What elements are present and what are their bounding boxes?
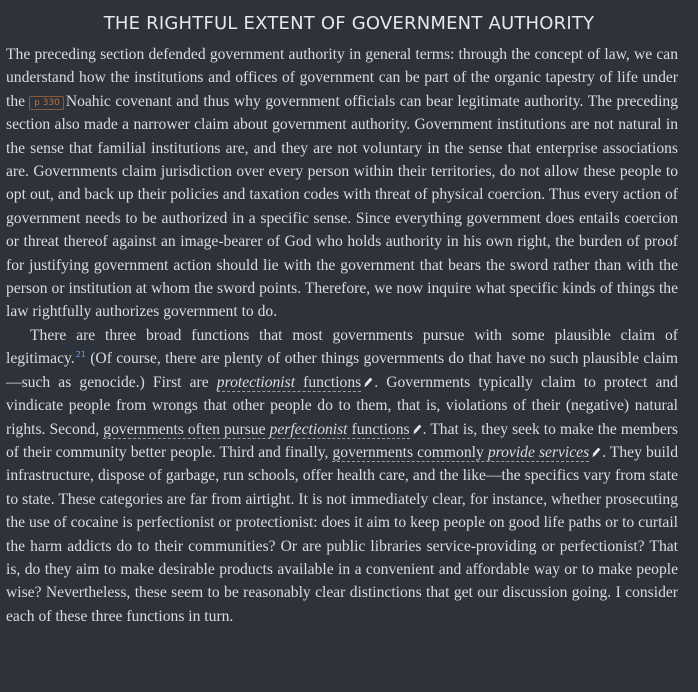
paragraph-2-text-a: There are three broad functions that most governments pursue with some plausible claim of legitimacy. [6,326,678,368]
functions-term-1: functions [303,373,362,391]
page-number-marker[interactable]: p 330 [29,96,64,110]
annotation-2-prefix: governments often pursue [103,420,266,438]
paragraph-1-text-a: The preceding section defended government authority in general terms: through the concept of law, we can understand how the institutions and offices of government can be part of the organic tapestry of life under the [6,46,678,110]
protectionist-term: protectionist [216,373,296,391]
paragraph-2-text-b: (Of course, there are plenty of other things governments do that have no such plausible claim—such as genocide.) First are [6,350,678,391]
paragraph-1-text-b: Noahic covenant and thus why government officials can bear legitimate authority. The preceding section also made a narrower claim about government authority. Government institutions are not natural in the sense that familial institutions are, and they are not voluntary in the sense that enterprise associations are. Governments claim jurisdiction over every person within their territories, do not allow these people to opt out, and back up their policies and taxation codes with threat of physical coercion. Thus every action of government needs to be authorized in a specific sense. Since everything government does entails coercion or threat thereof against an image-bearer of God who holds authority in his own right, the burden of proof for justifying government action should lie with the government that bears the sword rather than with the person or institution at whom the sword points. Therefore, we now inquire what specific kinds of things the law rightfully authorizes government to do. [6,92,678,321]
highlighter-pen-icon[interactable] [413,424,422,435]
annotation-perfectionist[interactable] [103,421,409,439]
highlighter-pen-icon[interactable] [364,377,373,388]
paragraph-2 [6,324,678,628]
annotation-protectionist[interactable] [217,374,361,392]
section-title: THE RIGHTFUL EXTENT OF GOVERNMENT AUTHORITY [103,13,595,34]
paragraph-2-text-d: . That is, they seek to make the members of their community better people. Third and finally, [6,420,678,461]
paragraph-1 [6,43,678,324]
highlighter-pen-icon[interactable] [592,447,601,458]
paragraph-2-text-e: . They build infrastructure, dispose of garbage, run schools, offer health care, and the like—the specifics vary from state to state. These categories are far from airtight. It is not immediately clear, for instance, whether prosecuting the use of cocaine is perfectionist or protectionist: does it aim to keep people on good life paths or to curtail the harm addicts do to their communities? Or are public libraries service-providing or perfectionist? That is, do they aim to make desirable products available in a convenient and affordable way or to make people wise? Nevertheless, these seem to be reasonably clear distinctions that get our discussion going. I consider each of these three functions in turn. [6,443,679,625]
section-body [6,43,678,628]
functions-term-2: functions [351,420,410,438]
annotation-provide-services[interactable] [332,444,589,462]
footnote-ref-link[interactable]: 21 [75,350,86,360]
annotation-3-prefix: governments commonly [332,443,484,461]
provide-services-term: provide services [487,443,590,461]
paragraph-2-text-c: . Governments typically claim to protect and vindicate people from wrongs that other people do to them, that is, violations of their (negative) natural rights. Second, [6,373,678,438]
perfectionist-term: perfectionist [269,420,348,438]
